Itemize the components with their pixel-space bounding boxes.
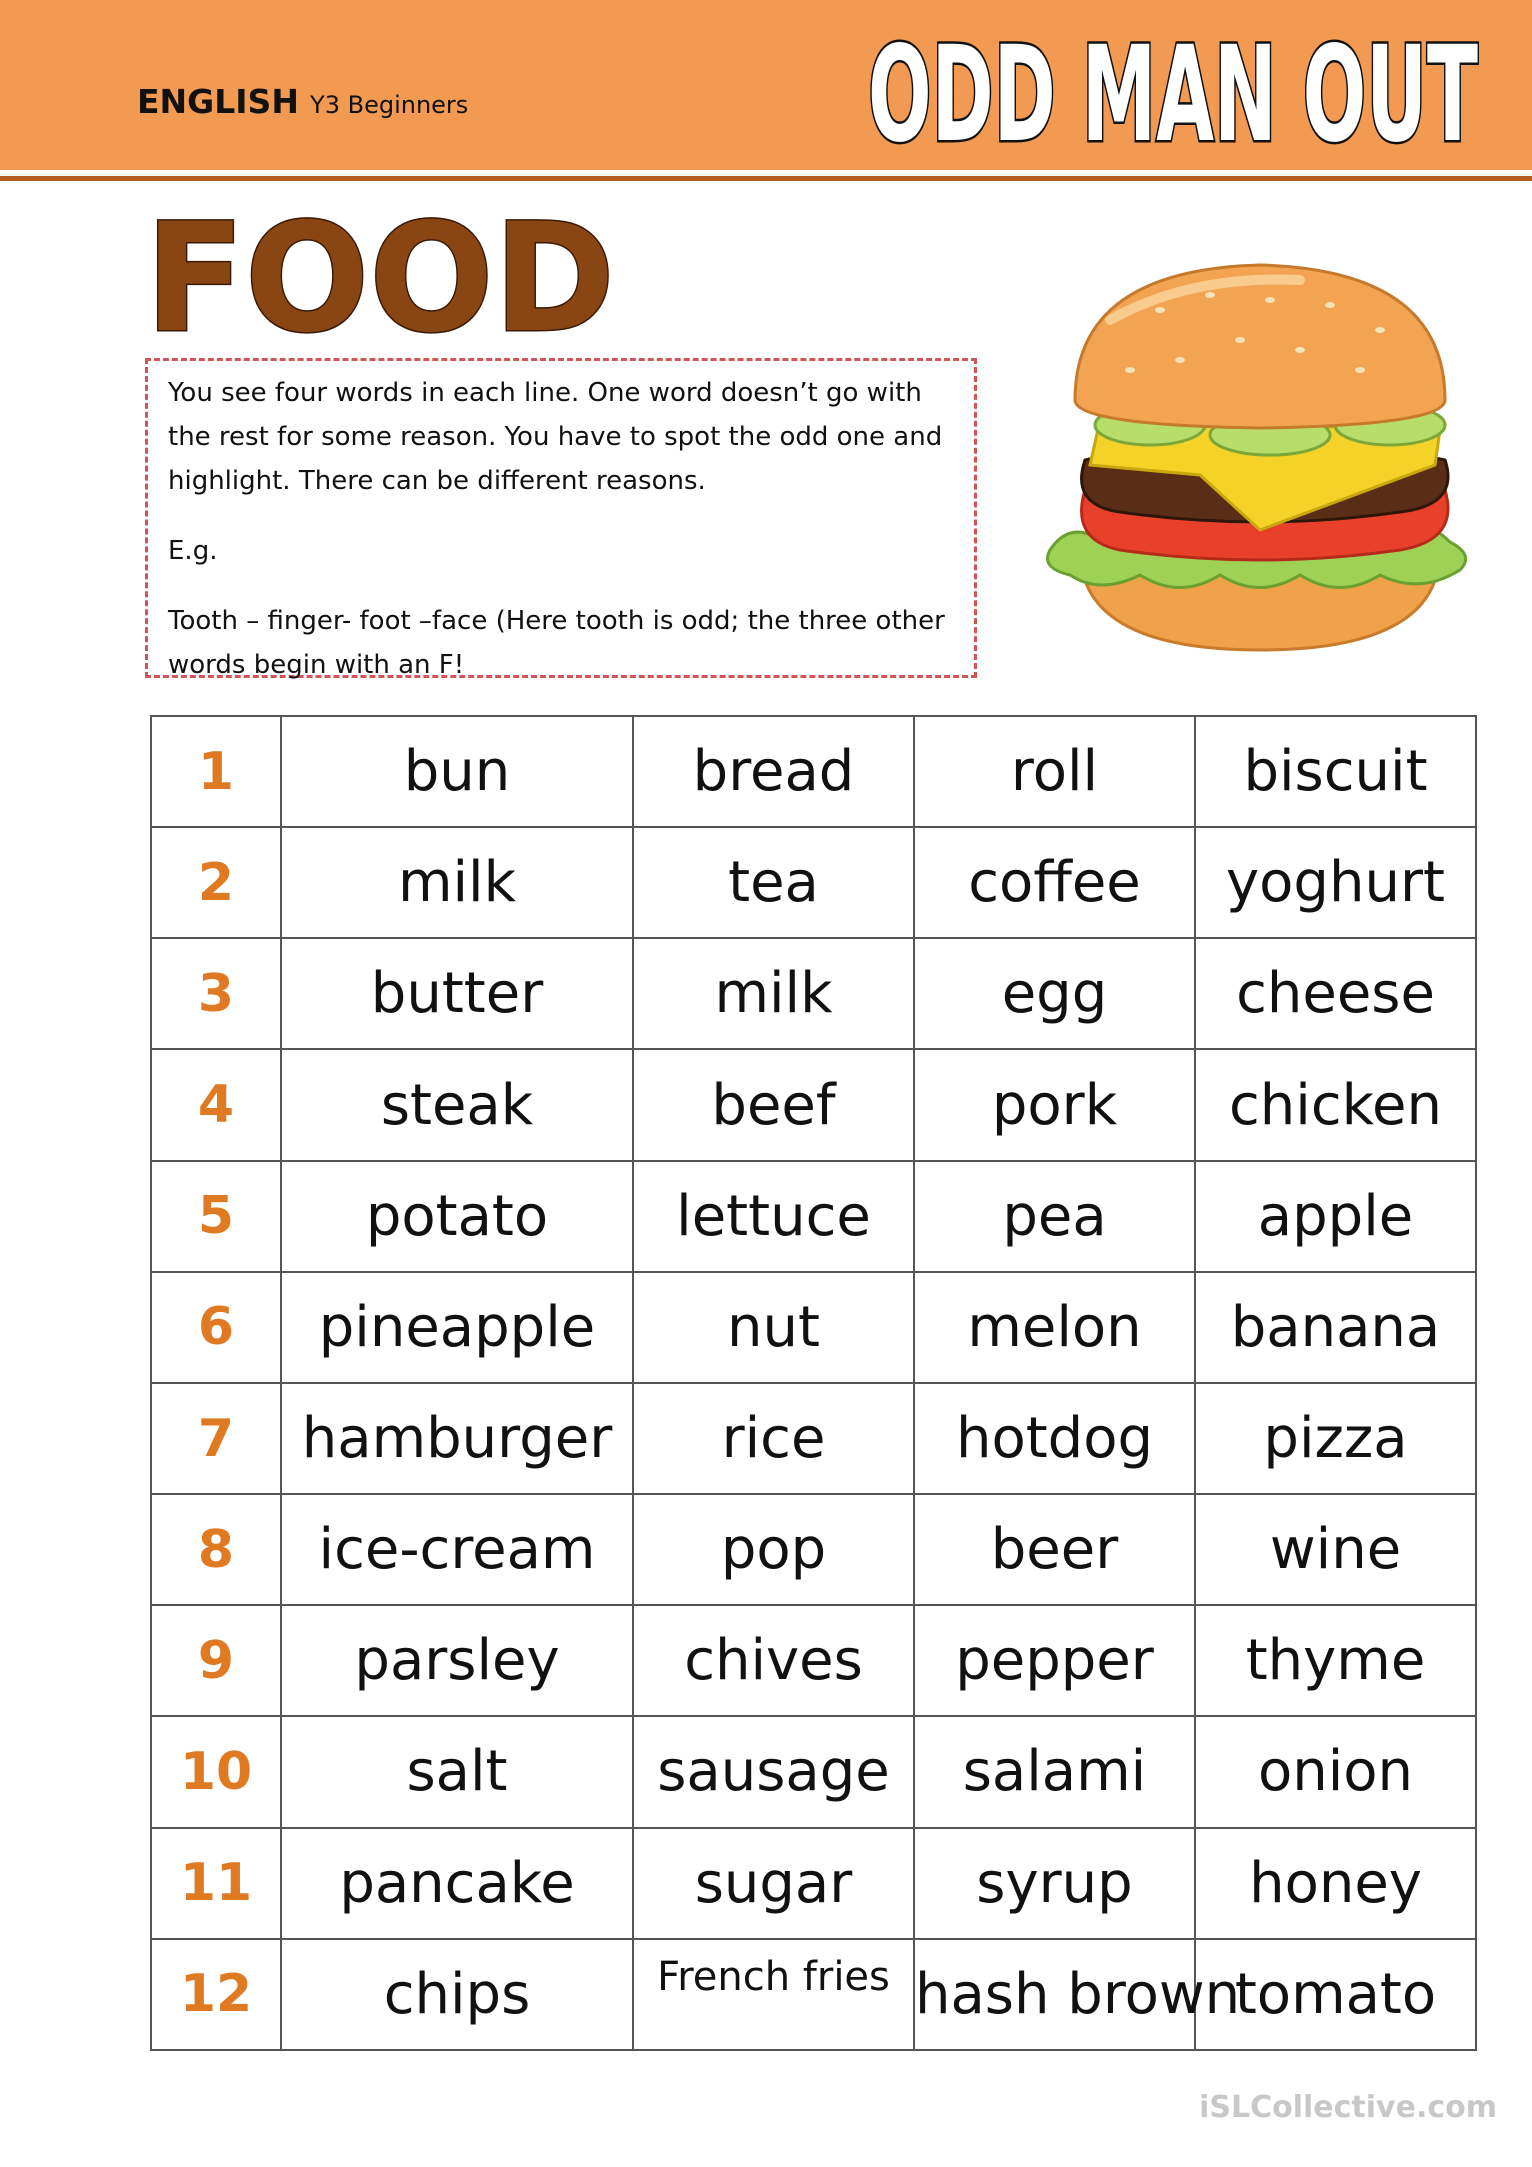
table-row: [151, 1716, 1476, 1827]
header-divider-dark: [0, 176, 1532, 181]
word-cell[interactable]: cheese: [1195, 938, 1476, 1049]
word-cell[interactable]: hotdog: [914, 1383, 1195, 1494]
word-cell[interactable]: pea: [914, 1161, 1195, 1272]
table-row: [151, 1161, 1476, 1272]
word-cell[interactable]: steak: [281, 1049, 633, 1160]
word-cell[interactable]: hamburger: [281, 1383, 633, 1494]
row-number: 1: [151, 716, 281, 827]
word-cell[interactable]: bun: [281, 716, 633, 827]
word-cell[interactable]: yoghurt: [1195, 827, 1476, 938]
instructions-box: [145, 358, 977, 678]
worksheet-title-text: ODD MAN OUT: [868, 18, 1478, 172]
word-cell[interactable]: milk: [281, 827, 633, 938]
word-cell[interactable]: nut: [633, 1272, 914, 1383]
row-number: 11: [151, 1828, 281, 1939]
word-cell[interactable]: ice-cream: [281, 1494, 633, 1605]
table-row: [151, 1939, 1476, 2050]
word-cell[interactable]: coffee: [914, 827, 1195, 938]
row-number: 8: [151, 1494, 281, 1605]
word-cell[interactable]: bread: [633, 716, 914, 827]
row-number: 5: [151, 1161, 281, 1272]
word-cell[interactable]: melon: [914, 1272, 1195, 1383]
word-cell[interactable]: apple: [1195, 1161, 1476, 1272]
topic-title: [140, 192, 620, 366]
row-number: 10: [151, 1716, 281, 1827]
subject-level: Y3 Beginners: [310, 91, 469, 119]
word-cell[interactable]: pepper: [914, 1605, 1195, 1716]
word-cell[interactable]: wine: [1195, 1494, 1476, 1605]
word-cell[interactable]: egg: [914, 938, 1195, 1049]
table-row: [151, 1828, 1476, 1939]
word-cell[interactable]: roll: [914, 716, 1195, 827]
worksheet-title: [862, 18, 1484, 172]
row-number: 7: [151, 1383, 281, 1494]
row-number: 9: [151, 1605, 281, 1716]
word-cell[interactable]: chips: [281, 1939, 633, 2050]
word-cell[interactable]: pork: [914, 1049, 1195, 1160]
word-cell[interactable]: thyme: [1195, 1605, 1476, 1716]
word-cell[interactable]: tea: [633, 827, 914, 938]
row-number: 2: [151, 827, 281, 938]
odd-man-out-table: [150, 715, 1477, 2051]
example-text: Tooth – finger- foot –face (Here tooth is odd; the three other words begin with an F!: [168, 606, 945, 680]
subject-name: ENGLISH: [137, 82, 299, 121]
word-cell[interactable]: pop: [633, 1494, 914, 1605]
word-cell[interactable]: lettuce: [633, 1161, 914, 1272]
word-cell[interactable]: salt: [281, 1716, 633, 1827]
word-cell[interactable]: banana: [1195, 1272, 1476, 1383]
word-cell[interactable]: French fries: [633, 1939, 914, 2050]
table-row: [151, 827, 1476, 938]
subject-label: [137, 82, 468, 121]
word-cell[interactable]: chicken: [1195, 1049, 1476, 1160]
word-cell[interactable]: onion: [1195, 1716, 1476, 1827]
hamburger-illustration: [1040, 250, 1480, 670]
word-cell[interactable]: milk: [633, 938, 914, 1049]
word-cell[interactable]: pizza: [1195, 1383, 1476, 1494]
word-cell[interactable]: biscuit: [1195, 716, 1476, 827]
word-cell[interactable]: butter: [281, 938, 633, 1049]
word-cell[interactable]: hash brown: [914, 1939, 1195, 2050]
word-cell[interactable]: chives: [633, 1605, 914, 1716]
table-row: [151, 1494, 1476, 1605]
word-cell[interactable]: salami: [914, 1716, 1195, 1827]
table-row: [151, 1605, 1476, 1716]
row-number: 12: [151, 1939, 281, 2050]
table-row: [151, 938, 1476, 1049]
row-number: 6: [151, 1272, 281, 1383]
word-cell[interactable]: pancake: [281, 1828, 633, 1939]
table-row: [151, 1383, 1476, 1494]
word-cell[interactable]: potato: [281, 1161, 633, 1272]
word-cell[interactable]: beef: [633, 1049, 914, 1160]
word-cell[interactable]: syrup: [914, 1828, 1195, 1939]
word-cell[interactable]: parsley: [281, 1605, 633, 1716]
table-row: [151, 1049, 1476, 1160]
word-cell[interactable]: sausage: [633, 1716, 914, 1827]
word-cell[interactable]: tomato: [1195, 1939, 1476, 2050]
table-row: [151, 1272, 1476, 1383]
watermark: iSLCollective.com: [1199, 2090, 1497, 2125]
row-number: 4: [151, 1049, 281, 1160]
example-label: E.g.: [168, 536, 218, 566]
instructions-paragraph: You see four words in each line. One word doesn’t go with the rest for some reason. You have to spot the odd one and highlight. There can be different reasons.: [168, 378, 943, 496]
table-row: [151, 716, 1476, 827]
word-cell[interactable]: pineapple: [281, 1272, 633, 1383]
topic-title-text: FOOD: [145, 192, 615, 366]
word-cell[interactable]: beer: [914, 1494, 1195, 1605]
word-cell[interactable]: rice: [633, 1383, 914, 1494]
word-cell[interactable]: honey: [1195, 1828, 1476, 1939]
row-number: 3: [151, 938, 281, 1049]
word-cell[interactable]: sugar: [633, 1828, 914, 1939]
